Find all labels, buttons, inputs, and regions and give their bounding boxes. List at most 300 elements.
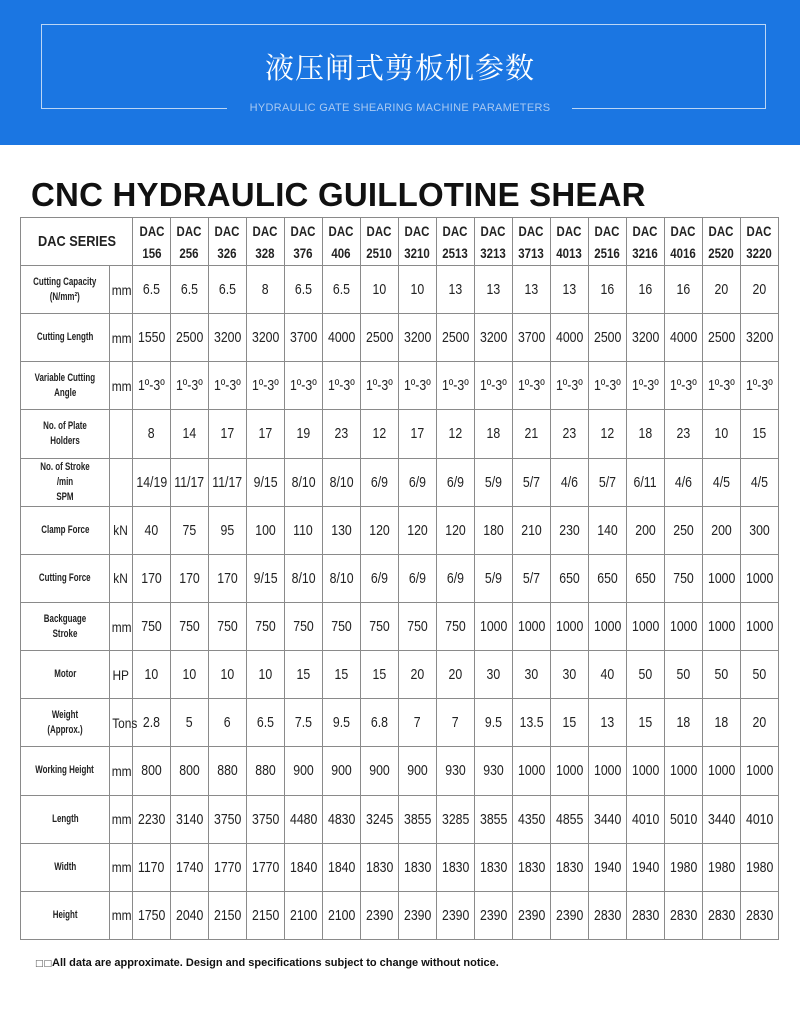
value-cell (550, 891, 588, 939)
param-label-line: (N/mm²) (49, 290, 81, 303)
value-text: 6.5 (180, 281, 199, 299)
value-text: 2500 (707, 329, 735, 347)
value-text: 10 (258, 666, 273, 684)
value-cell (360, 747, 398, 795)
value-cell (170, 506, 208, 554)
param-label-line: Working Height (35, 764, 95, 777)
value-text: 6/9 (370, 473, 388, 491)
value-text: 1980 (707, 858, 735, 876)
value-cell (436, 651, 474, 699)
model-header-line: 2510 (366, 244, 393, 261)
value-cell (626, 602, 664, 650)
model-header-line: 376 (293, 244, 314, 261)
value-cell (436, 843, 474, 891)
model-header-line: DAC (708, 222, 734, 239)
value-text: 12 (600, 425, 615, 443)
value-text: 880 (255, 762, 276, 780)
value-text: 200 (635, 521, 656, 539)
value-cell (588, 458, 626, 506)
value-cell (170, 410, 208, 458)
value-text: 3200 (251, 329, 280, 347)
value-text: 16 (600, 281, 615, 299)
value-text: 6.5 (218, 281, 237, 299)
param-label-line: Height (52, 908, 78, 921)
value-cell (246, 651, 284, 699)
value-cell (284, 602, 322, 650)
value-text: 1830 (517, 858, 546, 876)
value-text: 8 (148, 425, 155, 443)
value-cell (360, 506, 398, 554)
param-label-line: SPM (56, 490, 74, 503)
model-header (440, 218, 471, 266)
model-header-line: DAC (556, 222, 582, 239)
value-cell (322, 747, 360, 795)
value-cell (474, 410, 512, 458)
param-label-cell (21, 458, 110, 506)
value-cell (512, 651, 550, 699)
unit-label: mm (111, 859, 132, 876)
value-cell (550, 699, 588, 747)
value-text: 1940 (631, 858, 659, 876)
value-cell (740, 458, 778, 506)
value-text: 5/9 (484, 569, 502, 587)
model-header-line: 2520 (708, 244, 735, 261)
value-cell (550, 554, 588, 602)
param-label-line: Length (51, 812, 79, 825)
value-cell (512, 362, 550, 410)
value-text: 1º-3º (441, 377, 469, 395)
value-text: 1740 (175, 858, 204, 876)
value-cell (626, 795, 664, 843)
value-text: 4480 (289, 810, 318, 828)
value-text: 6.5 (256, 714, 274, 732)
value-text: 880 (217, 762, 238, 780)
value-cell (284, 747, 322, 795)
value-cell (436, 314, 474, 362)
value-text: 1830 (365, 858, 394, 876)
param-label-line: Variable Cutting (34, 371, 96, 384)
value-text: 1000 (631, 618, 659, 636)
value-text: 1º-3º (138, 377, 165, 395)
table-row (21, 362, 779, 410)
unit-cell (110, 362, 133, 410)
value-cell (398, 314, 436, 362)
value-text: 23 (334, 425, 349, 443)
value-cell (550, 795, 588, 843)
value-text: 5010 (669, 810, 697, 828)
value-cell (246, 266, 284, 314)
value-cell (588, 602, 626, 650)
value-cell (133, 699, 171, 747)
value-cell (436, 602, 474, 650)
table-row (21, 410, 779, 458)
value-text: 11/17 (174, 473, 205, 491)
value-text: 20 (410, 666, 425, 684)
value-text: 16 (676, 281, 691, 299)
value-cell (626, 554, 664, 602)
value-text: 1000 (745, 569, 773, 587)
value-cell (284, 506, 322, 554)
value-text: 14/19 (136, 473, 168, 491)
value-cell (170, 458, 208, 506)
value-text: 23 (676, 425, 691, 443)
model-header-line: DAC (746, 222, 772, 239)
value-cell (664, 843, 702, 891)
value-cell (550, 747, 588, 795)
value-text: 1º-3º (366, 377, 393, 395)
value-cell (208, 506, 246, 554)
value-text: 13 (600, 714, 615, 732)
value-text: 30 (524, 666, 539, 684)
value-cell (512, 506, 550, 554)
value-text: 1770 (213, 858, 242, 876)
value-text: 4350 (517, 810, 546, 828)
value-cell (740, 410, 778, 458)
value-cell (246, 602, 284, 650)
value-text: 1770 (251, 858, 280, 876)
value-cell (208, 266, 246, 314)
value-cell (208, 314, 246, 362)
value-cell (133, 843, 171, 891)
value-cell (208, 554, 246, 602)
value-cell (664, 362, 702, 410)
value-text: 4/6 (674, 473, 692, 491)
value-cell (512, 891, 550, 939)
model-header-line: DAC (442, 222, 468, 239)
value-cell (170, 362, 208, 410)
value-cell (740, 362, 778, 410)
value-cell (702, 554, 740, 602)
value-cell (474, 554, 512, 602)
value-cell (436, 699, 474, 747)
value-text: 15 (752, 425, 767, 443)
value-text: 12 (372, 425, 387, 443)
table-row (21, 266, 779, 314)
value-text: 1000 (517, 762, 546, 780)
unit-label: HP (112, 666, 130, 683)
value-text: 2390 (365, 906, 394, 924)
value-text: 140 (597, 521, 618, 539)
value-text: 2100 (289, 906, 318, 924)
model-header-line: 3210 (404, 244, 431, 261)
value-text: 50 (676, 666, 691, 684)
value-cell (550, 458, 588, 506)
value-text: 6 (224, 714, 231, 732)
value-cell (284, 554, 322, 602)
value-text: 40 (144, 521, 159, 539)
value-text: 1000 (707, 569, 735, 587)
value-cell (133, 795, 171, 843)
table-row (21, 506, 779, 554)
value-cell (550, 266, 588, 314)
value-text: 1º-3º (593, 377, 621, 395)
value-text: 1º-3º (214, 377, 241, 395)
value-text: 17 (258, 425, 273, 443)
value-cell (398, 458, 436, 506)
value-text: 3285 (441, 810, 470, 828)
value-text: 8/10 (291, 569, 316, 587)
value-text: 2.8 (142, 714, 161, 732)
value-text: 1830 (441, 858, 470, 876)
model-header-line: DAC (404, 222, 430, 239)
model-header-line: DAC (215, 222, 240, 239)
value-cell (626, 362, 664, 410)
model-header-line: DAC (366, 222, 392, 239)
value-cell (626, 891, 664, 939)
value-text: 20 (448, 666, 463, 684)
model-header (174, 218, 205, 266)
value-text: 2390 (403, 906, 432, 924)
value-cell (170, 651, 208, 699)
param-label (28, 460, 103, 505)
value-text: 5/7 (522, 569, 540, 587)
value-cell (626, 506, 664, 554)
footnote-marks: □□ (35, 959, 53, 969)
value-text: 9.5 (484, 714, 502, 732)
value-cell (133, 314, 171, 362)
spec-table-head (21, 218, 779, 266)
value-cell (360, 362, 398, 410)
table-row (21, 747, 779, 795)
value-cell (740, 795, 778, 843)
value-cell (322, 843, 360, 891)
unit-cell (110, 699, 138, 747)
value-text: 10 (410, 281, 425, 299)
value-text: 4000 (327, 329, 356, 347)
model-header-line: 156 (141, 244, 162, 261)
model-header (706, 218, 737, 266)
value-cell (322, 699, 360, 747)
value-cell (436, 362, 474, 410)
value-cell (398, 747, 436, 795)
value-text: 800 (141, 762, 162, 780)
value-cell (170, 699, 208, 747)
value-text: 10 (144, 666, 159, 684)
value-cell (360, 843, 398, 891)
param-label-cell (21, 795, 110, 843)
value-text: 7.5 (294, 714, 312, 732)
param-label-cell (21, 602, 110, 650)
value-cell (398, 554, 436, 602)
table-row (21, 699, 779, 747)
unit-cell (110, 458, 133, 506)
value-text: 6/9 (446, 473, 464, 491)
footnote-text: All data are approximate. Design and specifications subject to change without notice. (52, 957, 499, 969)
value-text: 1º-3º (252, 377, 279, 395)
value-text: 210 (521, 521, 542, 539)
unit-cell (110, 651, 133, 699)
value-text: 20 (752, 281, 767, 299)
unit-cell (110, 506, 133, 554)
value-cell (664, 506, 702, 554)
value-cell (246, 362, 284, 410)
value-cell (740, 506, 778, 554)
value-text: 3245 (365, 810, 394, 828)
param-label (32, 330, 98, 345)
value-text: 2500 (365, 329, 394, 347)
value-text: 1840 (327, 858, 356, 876)
value-text: 1º-3º (517, 377, 545, 395)
model-header (554, 218, 585, 266)
value-cell (436, 266, 474, 314)
value-cell (474, 266, 512, 314)
value-text: 2830 (669, 906, 697, 924)
value-cell (170, 554, 208, 602)
value-cell (702, 458, 740, 506)
value-cell (512, 795, 550, 843)
value-cell (246, 314, 284, 362)
param-label-cell (21, 651, 110, 699)
value-cell (474, 362, 512, 410)
value-cell (246, 795, 284, 843)
value-text: 1980 (669, 858, 697, 876)
value-text: 1000 (593, 618, 621, 636)
value-cell (208, 747, 246, 795)
banner-title: 液压闸式剪板机参数 (264, 51, 535, 85)
param-label-cell (21, 314, 110, 362)
value-text: 9.5 (332, 714, 350, 732)
param-label-line: Weight (Approx.) (47, 708, 83, 736)
param-label (28, 612, 103, 642)
model-header (744, 218, 775, 266)
value-cell (208, 891, 246, 939)
param-label-line: Backguage Stroke (43, 612, 87, 640)
value-text: 8/10 (329, 569, 354, 587)
value-text: 2390 (555, 906, 583, 924)
value-cell (208, 602, 246, 650)
param-label (31, 763, 100, 778)
value-text: 10 (714, 425, 729, 443)
value-cell (550, 314, 588, 362)
value-text: 120 (445, 521, 466, 539)
value-cell (284, 891, 322, 939)
value-cell (512, 843, 550, 891)
model-header (478, 218, 509, 266)
value-cell (702, 362, 740, 410)
unit-label: mm (111, 762, 132, 779)
value-text: 95 (220, 521, 235, 539)
value-cell (436, 506, 474, 554)
unit-label: mm (111, 329, 132, 346)
model-header-line: 3713 (518, 244, 545, 261)
model-header (668, 218, 699, 266)
model-header-line: 2513 (442, 244, 469, 261)
value-text: 4830 (327, 810, 356, 828)
value-text: 2100 (327, 906, 356, 924)
value-cell (626, 651, 664, 699)
value-text: 1º-3º (176, 377, 203, 395)
value-text: 2500 (593, 329, 621, 347)
value-cell (588, 747, 626, 795)
value-text: 750 (293, 618, 314, 636)
value-text: 750 (369, 618, 390, 636)
value-cell (246, 747, 284, 795)
value-text: 1º-3º (479, 377, 507, 395)
table-row (21, 795, 779, 843)
model-header-line: 3220 (746, 244, 773, 261)
value-text: 2150 (251, 906, 280, 924)
value-text: 2390 (479, 906, 508, 924)
value-cell (474, 506, 512, 554)
value-text: 3700 (289, 329, 318, 347)
value-text: 130 (331, 521, 352, 539)
value-cell (133, 554, 171, 602)
value-cell (436, 554, 474, 602)
param-label-line: Cutting Length (36, 331, 94, 344)
value-cell (740, 554, 778, 602)
value-text: 2500 (441, 329, 470, 347)
value-text: 300 (748, 521, 770, 539)
value-cell (133, 891, 171, 939)
value-cell (512, 699, 550, 747)
value-cell (474, 795, 512, 843)
unit-label: kN (113, 522, 129, 539)
value-cell (588, 362, 626, 410)
value-cell (588, 266, 626, 314)
value-text: 4/5 (712, 473, 730, 491)
value-text: 3200 (631, 329, 659, 347)
value-cell (246, 506, 284, 554)
model-header-line: DAC (594, 222, 620, 239)
value-text: 13 (448, 281, 463, 299)
value-text: 900 (369, 762, 390, 780)
param-label-cell (21, 410, 110, 458)
value-text: 170 (217, 569, 238, 587)
value-text: 750 (217, 618, 238, 636)
value-text: 10 (220, 666, 235, 684)
value-text: 900 (293, 762, 314, 780)
value-cell (740, 747, 778, 795)
value-text: 7 (451, 714, 459, 732)
table-row (21, 554, 779, 602)
value-text: 1980 (745, 858, 773, 876)
value-cell (360, 458, 398, 506)
value-cell (664, 602, 702, 650)
value-text: 3140 (175, 810, 204, 828)
value-cell (436, 795, 474, 843)
value-text: 4010 (631, 810, 659, 828)
unit-label: Tons (112, 714, 138, 731)
value-cell (322, 266, 360, 314)
table-row (21, 891, 779, 939)
value-cell (664, 891, 702, 939)
value-cell (436, 891, 474, 939)
value-cell (588, 314, 626, 362)
series-header: DAC SERIES (29, 218, 124, 266)
param-label (28, 708, 103, 738)
model-header (516, 218, 547, 266)
value-cell (360, 699, 398, 747)
value-text: 50 (638, 666, 653, 684)
model-header-line: 2516 (594, 244, 621, 261)
value-text: 1940 (593, 858, 621, 876)
param-label (50, 908, 79, 923)
value-text: 6.5 (294, 281, 312, 299)
value-text: 13 (486, 281, 501, 299)
value-cell (512, 602, 550, 650)
value-text: 6/11 (633, 473, 657, 491)
value-text: 100 (255, 521, 276, 539)
value-text: 3855 (479, 810, 508, 828)
value-cell (398, 699, 436, 747)
value-cell (550, 362, 588, 410)
value-text: 750 (331, 618, 352, 636)
unit-cell (110, 602, 133, 650)
value-text: 120 (407, 521, 428, 539)
value-cell (588, 651, 626, 699)
model-header (364, 218, 395, 266)
value-cell (626, 410, 664, 458)
